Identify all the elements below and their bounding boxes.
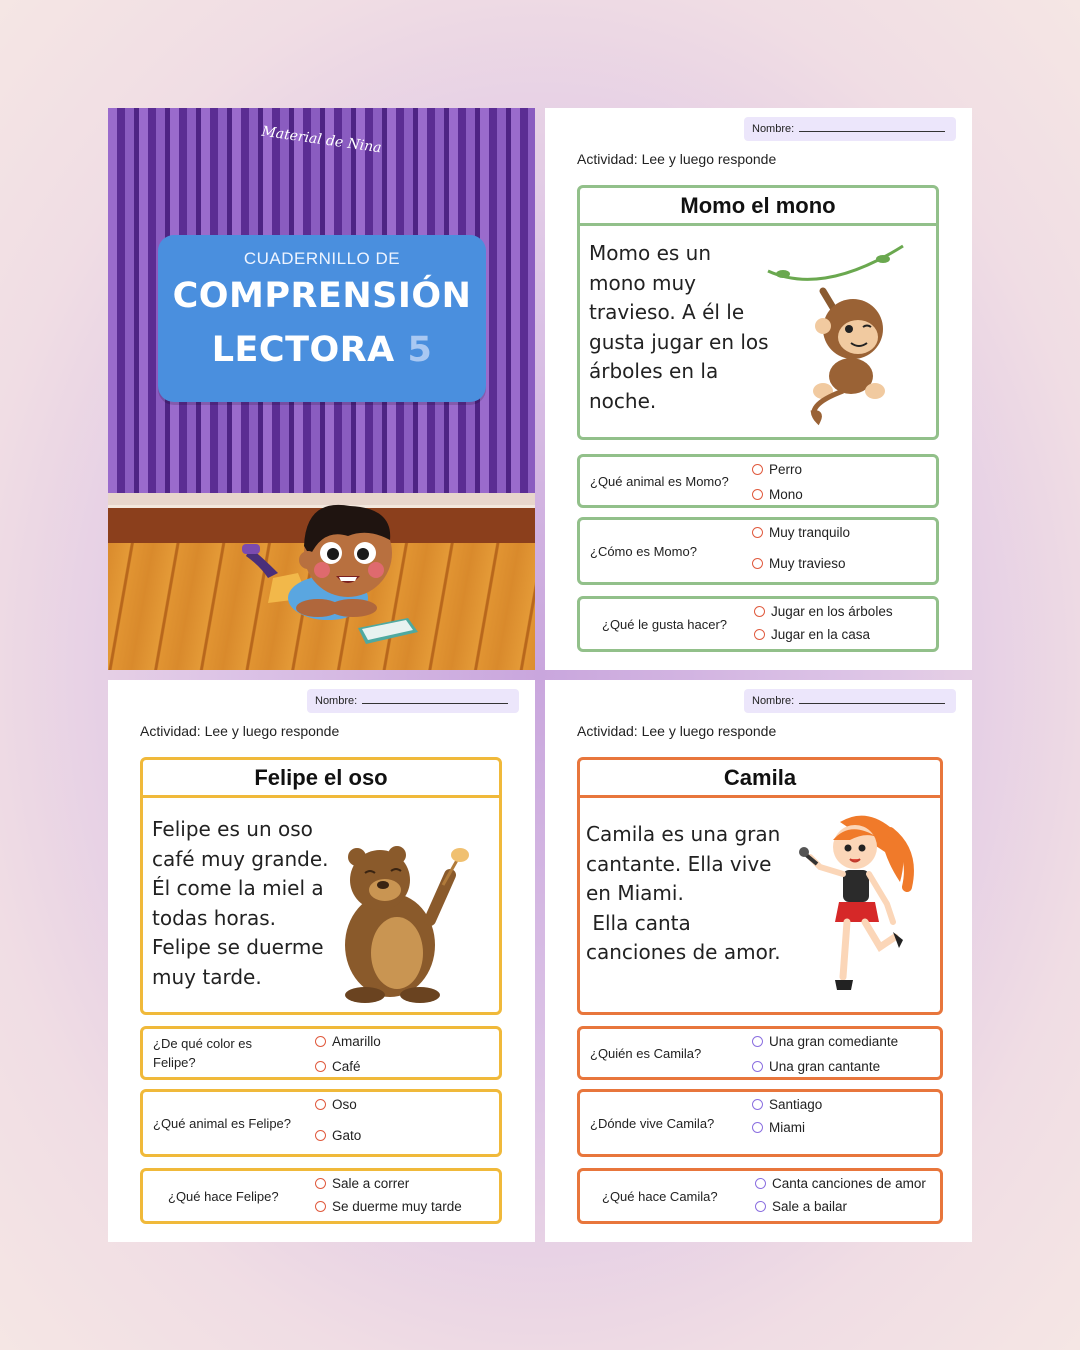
- story-line: mono muy: [589, 270, 696, 295]
- name-label: Nombre:: [752, 695, 795, 707]
- option-label: Mono: [769, 487, 803, 502]
- name-label: Nombre:: [315, 695, 358, 707]
- question-box: [577, 596, 939, 652]
- radio-icon[interactable]: [755, 1178, 766, 1189]
- radio-icon[interactable]: [752, 527, 763, 538]
- option-label: Se duerme muy tarde: [332, 1199, 462, 1214]
- option-label: Perro: [769, 462, 803, 477]
- question-text: ¿Qué le gusta hacer?: [602, 616, 728, 632]
- answer-option[interactable]: [752, 1034, 898, 1049]
- option-label: Miami: [769, 1120, 805, 1135]
- question-box: [577, 454, 939, 508]
- answer-option[interactable]: [315, 1034, 381, 1049]
- radio-icon[interactable]: [315, 1201, 326, 1212]
- radio-icon[interactable]: [754, 629, 765, 640]
- story-line: noche.: [589, 388, 657, 413]
- story-line: árboles en la: [589, 359, 719, 383]
- story-line: gusta jugar en los: [589, 329, 769, 354]
- option-label: Jugar en la casa: [771, 627, 871, 642]
- cover-number: 5: [407, 330, 433, 370]
- radio-icon[interactable]: [315, 1130, 326, 1141]
- story-line: Felipe se duerme: [152, 935, 324, 959]
- option-label: Santiago: [769, 1097, 823, 1112]
- activity-instruction: Actividad: Lee y luego responde: [577, 723, 777, 739]
- story-line: canciones de amor.: [586, 940, 781, 964]
- radio-icon[interactable]: [752, 1122, 763, 1133]
- monkey-illustration: [763, 241, 913, 426]
- question-box: [577, 1089, 943, 1157]
- question-text: ¿Quién es Camila?: [590, 1045, 702, 1061]
- question-box: [577, 1168, 943, 1224]
- story-text: [152, 815, 352, 992]
- story-text: [586, 820, 796, 968]
- cover-subtitle: CUADERNILLO DE: [243, 249, 401, 268]
- radio-icon[interactable]: [752, 558, 763, 569]
- story-line: travieso. A él le: [589, 300, 745, 324]
- worksheet-camila: [545, 680, 972, 1242]
- story-box: [140, 757, 502, 1015]
- answer-option[interactable]: [315, 1176, 409, 1191]
- radio-icon[interactable]: [315, 1099, 326, 1110]
- worksheet-felipe: [108, 680, 535, 1242]
- option-label: Café: [332, 1059, 361, 1074]
- story-box: [577, 757, 943, 1015]
- radio-icon[interactable]: [752, 1036, 763, 1047]
- question-text: ¿Qué animal es Momo?: [590, 473, 729, 489]
- bear-illustration: [335, 845, 475, 1005]
- story-line: muy tarde.: [152, 964, 262, 989]
- answer-option[interactable]: [752, 1120, 805, 1135]
- radio-icon[interactable]: [752, 489, 763, 500]
- activity-instruction: Actividad: Lee y luego responde: [140, 723, 340, 739]
- radio-icon[interactable]: [315, 1061, 326, 1072]
- name-field[interactable]: [307, 689, 519, 713]
- radio-icon[interactable]: [752, 1099, 763, 1110]
- answer-option[interactable]: [754, 627, 870, 642]
- story-title: Felipe el oso: [143, 760, 499, 798]
- question-text: ¿Dónde vive Camila?: [590, 1115, 715, 1131]
- name-label: Nombre:: [752, 123, 795, 135]
- story-line: Felipe es un oso: [152, 817, 313, 841]
- question-text: ¿Qué hace Felipe?: [168, 1188, 279, 1204]
- answer-option[interactable]: [752, 1097, 822, 1112]
- radio-icon[interactable]: [752, 464, 763, 475]
- question-box: [577, 517, 939, 585]
- brand-logo: Material de Nina: [260, 123, 383, 157]
- option-label: Una gran comediante: [769, 1034, 899, 1049]
- name-line: [799, 694, 945, 704]
- option-label: Canta canciones de amor: [772, 1176, 926, 1191]
- activity-instruction: Actividad: Lee y luego responde: [577, 151, 777, 167]
- story-line: café muy grande.: [152, 846, 329, 871]
- option-label: Muy travieso: [769, 556, 846, 571]
- story-line: Momo es un: [589, 241, 712, 265]
- question-box: [577, 1026, 943, 1080]
- answer-option[interactable]: [755, 1199, 847, 1214]
- question-box: [140, 1089, 502, 1157]
- answer-option[interactable]: [755, 1176, 926, 1191]
- option-label: Jugar en los árboles: [771, 604, 893, 619]
- question-text: ¿De qué color es Felipe?: [153, 1036, 252, 1070]
- answer-option[interactable]: [315, 1199, 462, 1214]
- option-label: Una gran cantante: [769, 1059, 881, 1074]
- answer-option[interactable]: [752, 525, 850, 540]
- radio-icon[interactable]: [315, 1178, 326, 1189]
- cover-page: [108, 108, 535, 670]
- story-title: Camila: [580, 760, 940, 798]
- cover-title-box: [158, 235, 486, 402]
- story-line: Él come la miel a: [152, 876, 324, 900]
- answer-option[interactable]: [752, 556, 846, 571]
- option-label: Sale a correr: [332, 1176, 410, 1191]
- singer-illustration: [795, 812, 920, 1002]
- story-line: cantante. Ella vive: [586, 851, 772, 876]
- radio-icon[interactable]: [752, 1061, 763, 1072]
- answer-option[interactable]: [315, 1059, 361, 1074]
- question-text: ¿Qué hace Camila?: [602, 1188, 718, 1204]
- name-line: [799, 122, 945, 132]
- question-box: [140, 1168, 502, 1224]
- cover-title-word: LECTORA: [211, 330, 395, 370]
- question-box: [140, 1026, 502, 1080]
- story-text: [589, 239, 789, 416]
- story-line: Ella canta: [586, 910, 691, 935]
- radio-icon[interactable]: [315, 1036, 326, 1047]
- story-line: en Miami.: [586, 881, 684, 905]
- cover-title-line1: COMPRENSIÓN: [172, 276, 472, 316]
- story-title: Momo el mono: [580, 188, 936, 226]
- name-line: [362, 694, 508, 704]
- name-field[interactable]: [744, 689, 956, 713]
- story-line: todas horas.: [152, 905, 276, 930]
- question-text: ¿Cómo es Momo?: [590, 543, 697, 559]
- question-text: ¿Qué animal es Felipe?: [153, 1115, 292, 1131]
- option-label: Muy tranquilo: [769, 525, 851, 540]
- answer-option[interactable]: [752, 487, 803, 502]
- option-label: Sale a bailar: [772, 1199, 848, 1214]
- answer-option[interactable]: [752, 462, 802, 477]
- story-box: [577, 185, 939, 440]
- option-label: Gato: [332, 1128, 362, 1143]
- story-line: Camila es una gran: [586, 822, 781, 846]
- answer-option[interactable]: [315, 1128, 361, 1143]
- name-field[interactable]: [744, 117, 956, 141]
- cover-title-line2: [158, 323, 486, 377]
- option-label: Amarillo: [332, 1034, 381, 1049]
- radio-icon[interactable]: [755, 1201, 766, 1212]
- option-label: Oso: [332, 1097, 357, 1112]
- worksheet-momo: [545, 108, 972, 670]
- answer-option[interactable]: [315, 1097, 357, 1112]
- answer-option[interactable]: [752, 1059, 880, 1074]
- boy-reading-illustration: [238, 478, 458, 648]
- radio-icon[interactable]: [754, 606, 765, 617]
- answer-option[interactable]: [754, 604, 893, 619]
